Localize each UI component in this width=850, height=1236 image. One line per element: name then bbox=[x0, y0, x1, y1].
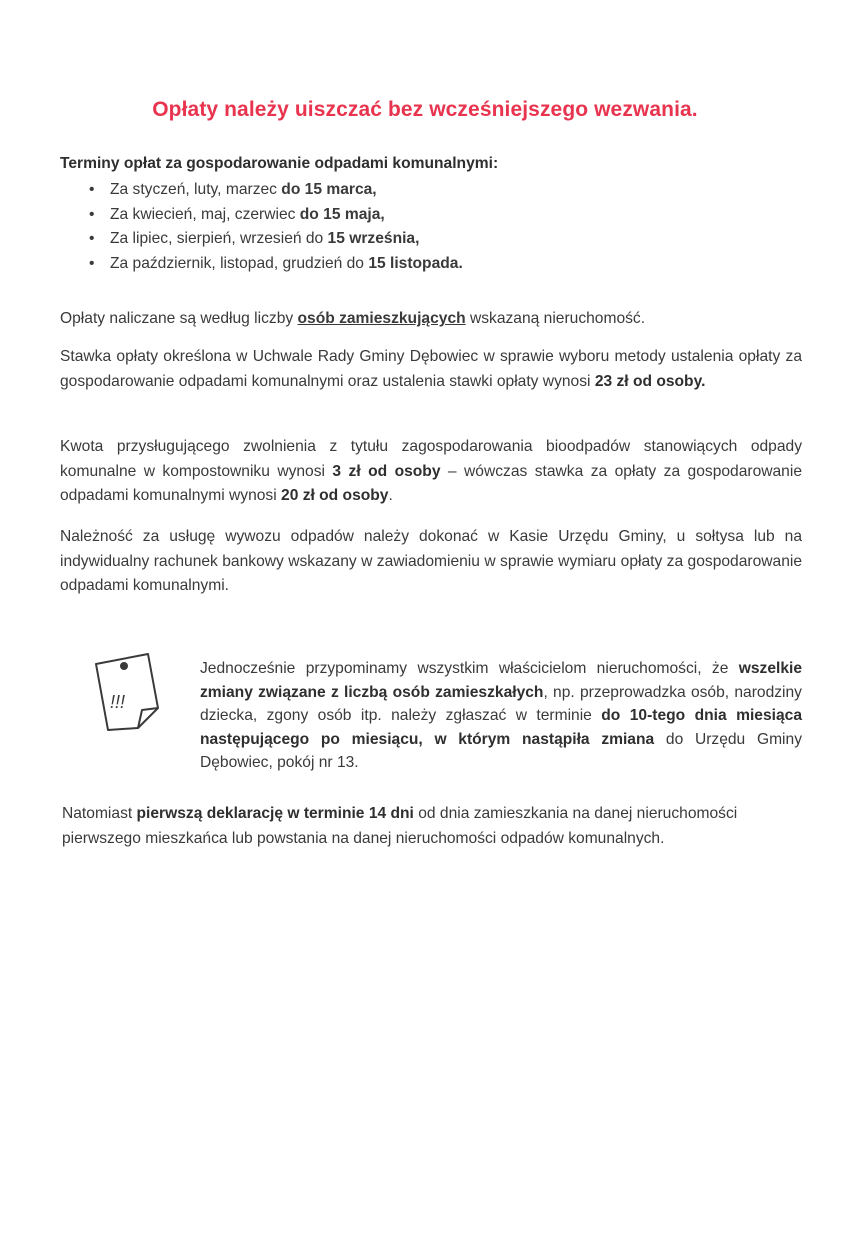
bullet-icon: • bbox=[89, 254, 95, 272]
list-item-deadline: 15 listopada. bbox=[368, 254, 463, 272]
reduced-rate-value: 20 zł od osoby bbox=[281, 487, 389, 504]
paragraph-text: Kwota przysługującego zwolnienia z tytułu zagospodarowania bioodpadów stanowiących odpady komunalne w kompostowniku wynosi bbox=[60, 438, 802, 480]
paragraph-text: Natomiast bbox=[62, 805, 137, 822]
list-item-deadline: do 15 maja, bbox=[299, 205, 385, 223]
rate-value: 23 zł od osoby. bbox=[594, 372, 706, 390]
paragraph-text: . bbox=[388, 487, 393, 504]
changes-emphasis: wszelkie zmiany związane z liczbą osób zamieszkałych bbox=[200, 660, 802, 701]
list-item-text: Za kwiecień, maj, czerwiec bbox=[110, 205, 300, 223]
paragraph-declaration bbox=[62, 802, 804, 851]
paragraph-text: Jednocześnie przypominamy wszystkim właścicielom nieruchomości, że bbox=[200, 660, 739, 677]
page-title: Opłaty należy uiszczać bez wcześniejszego wezwania. bbox=[152, 98, 698, 122]
sticky-note-icon bbox=[90, 652, 162, 732]
list-item-deadline: do 15 marca, bbox=[281, 181, 377, 198]
exemption-value: 3 zł od osoby bbox=[332, 462, 441, 480]
persons-emphasis: osób zamieszkujących bbox=[297, 310, 466, 327]
list-item-text: Za październik, listopad, grudzień do bbox=[110, 254, 369, 272]
list-item-text: Za styczeń, luty, marzec bbox=[110, 181, 282, 198]
paragraph-text: Należność za usługę wywozu odpadów należy dokonać w Kasie Urzędu Gminy, u sołtysa lub na indywidualny rachunek bankowy wskazany w zawiadomieniu w sprawie wymiaru opłaty za gospodarowanie odpadami komunalnymi. bbox=[60, 528, 802, 594]
list-item bbox=[60, 227, 463, 252]
deadline-emphasis: do 10-tego dnia miesiąca następującego po miesiącu, w którym nastąpiła zmiana bbox=[200, 707, 802, 748]
terms-heading: Terminy opłat za gospodarowanie odpadami komunalnymi: bbox=[60, 155, 499, 172]
list-item bbox=[60, 178, 463, 203]
paragraph-text: Opłaty naliczane są według liczby bbox=[60, 310, 298, 327]
list-item bbox=[60, 203, 463, 228]
paragraph-text: wskazaną nieruchomość. bbox=[465, 310, 646, 327]
list-item-deadline: 15 września, bbox=[327, 230, 420, 247]
list-item bbox=[60, 252, 463, 277]
paragraph-text: od dnia zamieszkania na danej nieruchomości pierwszego mieszkańca lub powstania na danej nieruchomości odpadów komunalnych. bbox=[62, 805, 738, 847]
bullet-icon: • bbox=[89, 230, 95, 247]
reminder-note bbox=[200, 657, 802, 775]
declaration-emphasis: pierwszą deklarację w terminie 14 dni bbox=[136, 805, 414, 822]
paragraph-text: , np. przeprowadzka osób, narodziny dziecka, zgony osób itp. należy zgłaszać w terminie bbox=[200, 683, 802, 724]
paragraph-rate bbox=[60, 345, 802, 394]
bullet-icon: • bbox=[89, 181, 95, 198]
terms-list bbox=[60, 178, 463, 276]
paragraph-text: – wówczas stawka za opłaty za gospodarowanie odpadami komunalnymi wynosi bbox=[60, 462, 802, 504]
paragraph-text: do Urzędu Gminy Dębowiec, pokój nr 13. bbox=[200, 730, 802, 771]
note-icon-text: !!! bbox=[110, 692, 126, 712]
paragraph-text: Stawka opłaty określona w Uchwale Rady Gminy Dębowiec w sprawie wyboru metody ustalenia opłaty za gospodarowanie odpadami komunalnymi oraz ustalenia stawki opłaty wynosi bbox=[60, 348, 802, 390]
list-item-text: Za lipiec, sierpień, wrzesień do bbox=[110, 230, 328, 247]
paragraph-exemption bbox=[60, 435, 802, 509]
bullet-icon: • bbox=[89, 205, 95, 223]
paragraph-payment bbox=[60, 525, 802, 599]
paragraph-persons bbox=[60, 307, 802, 332]
